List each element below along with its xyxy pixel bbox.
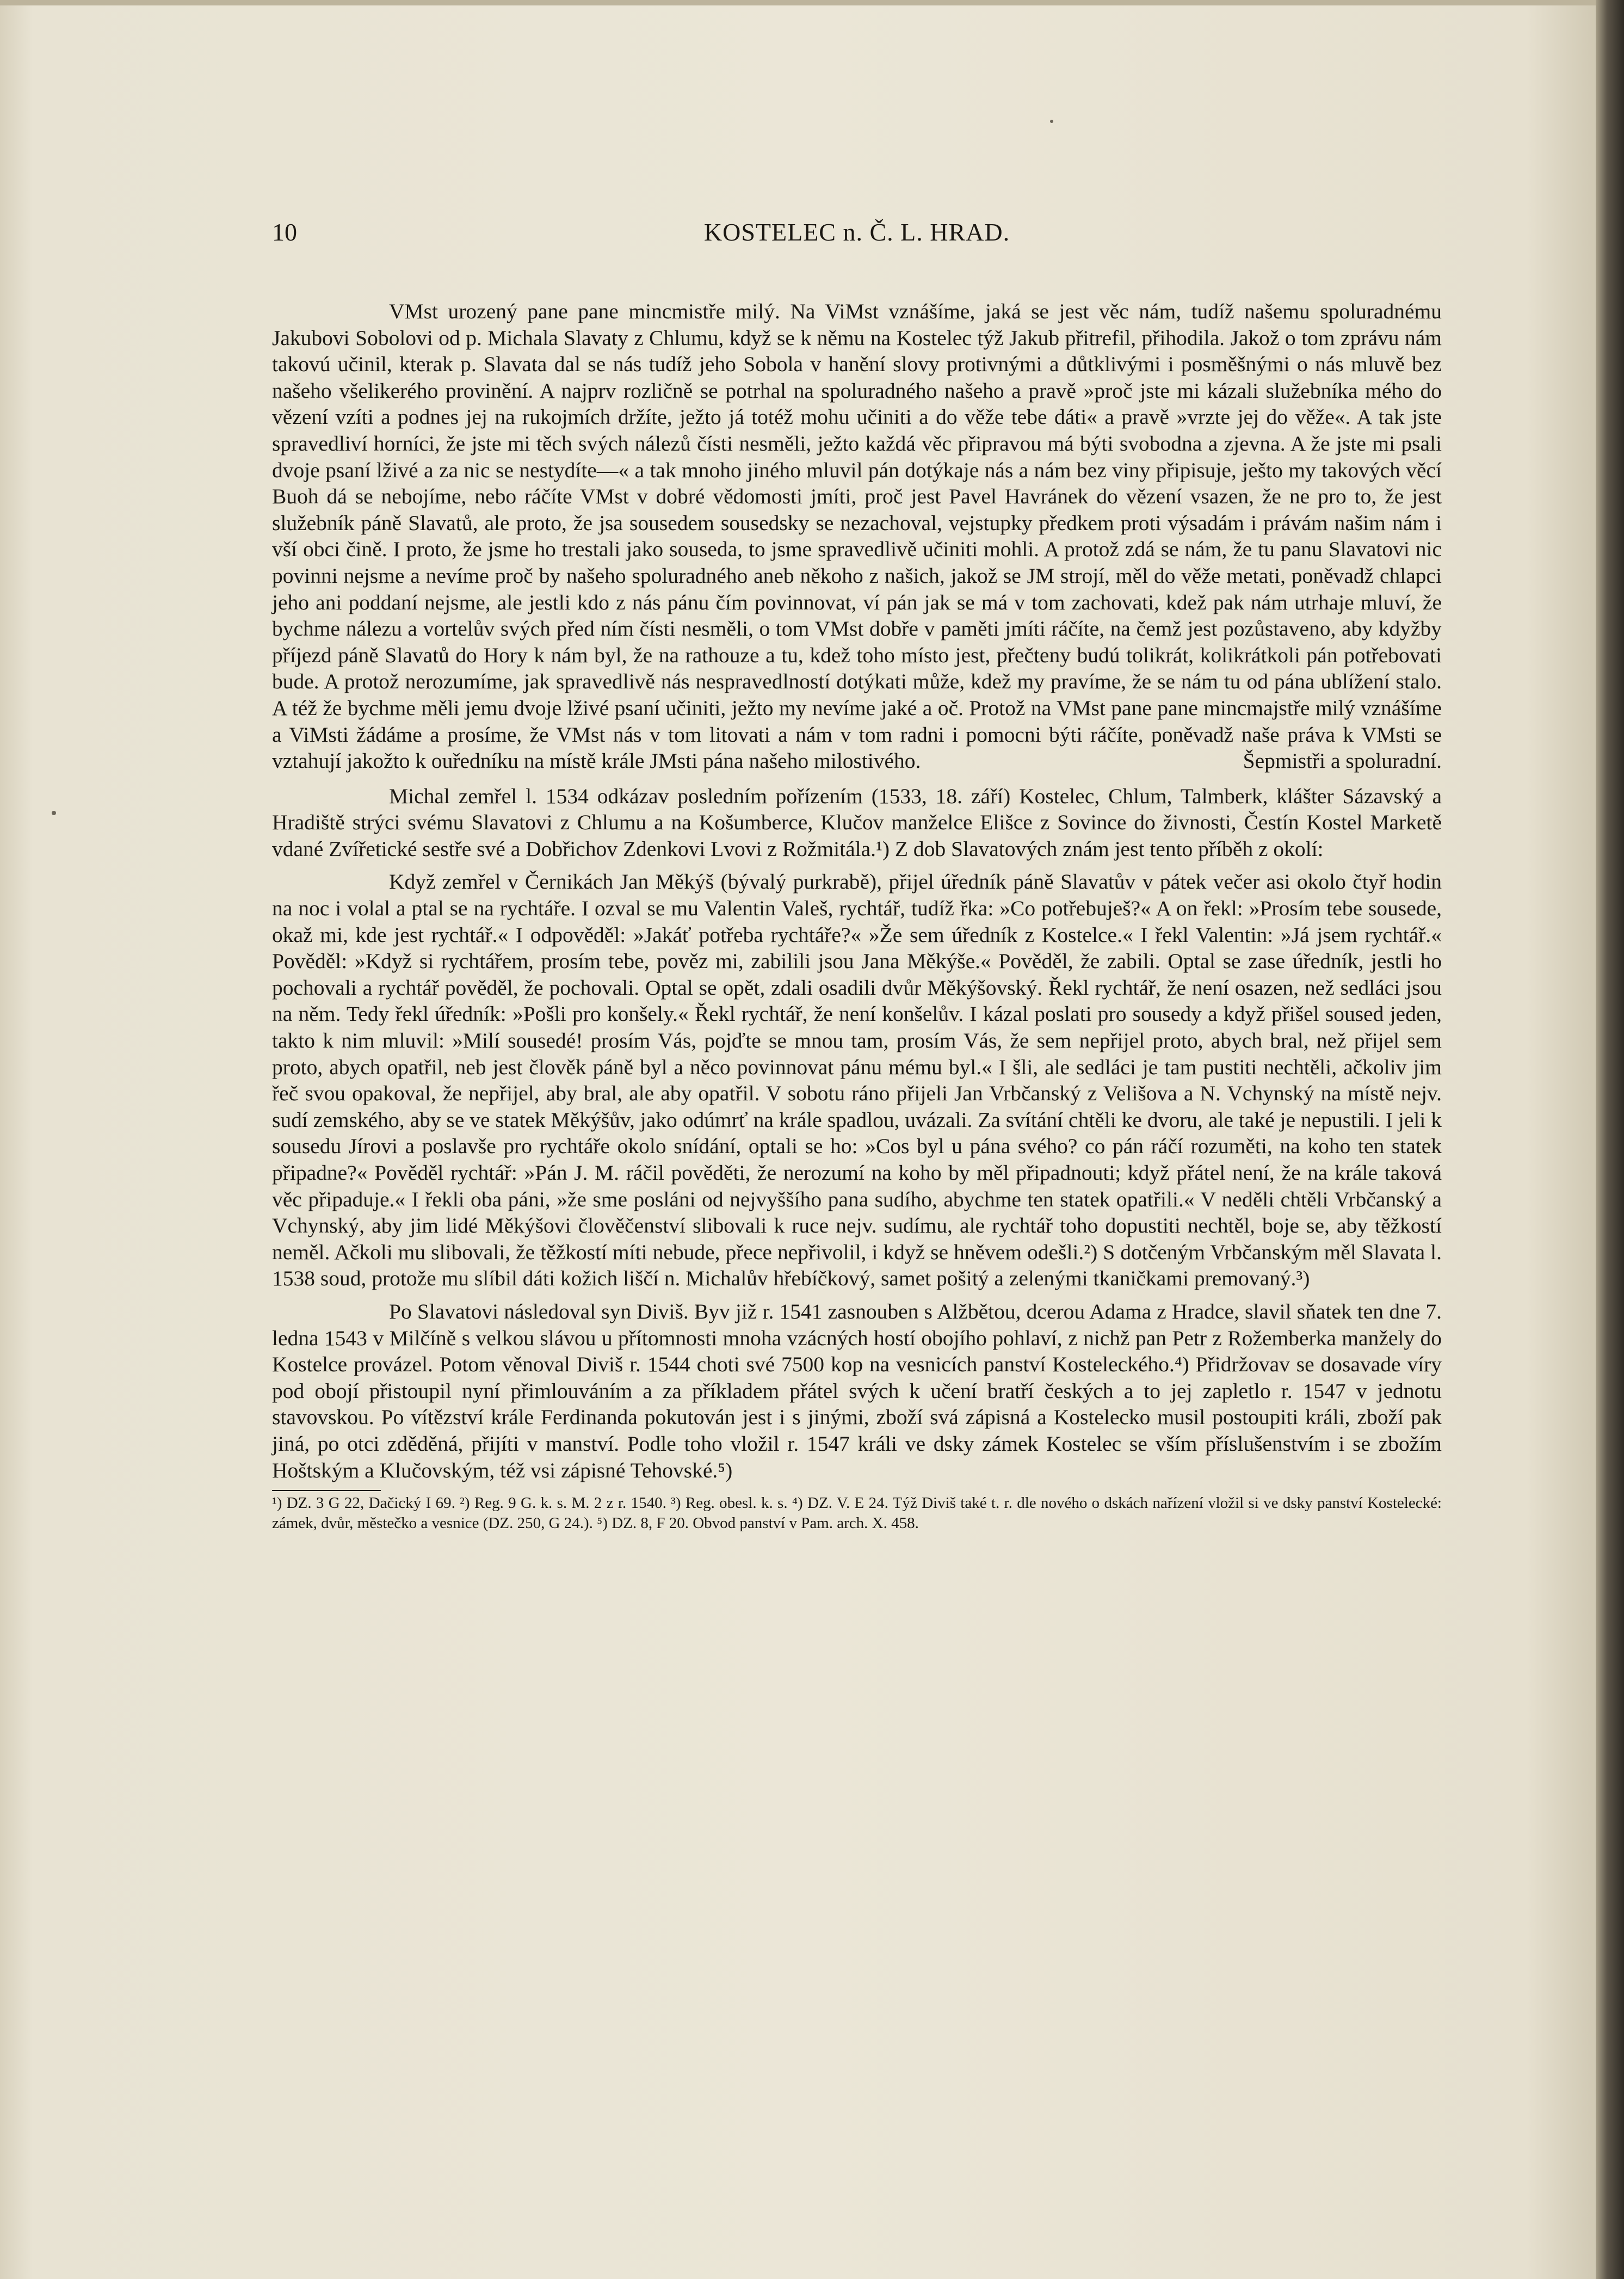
document-page	[272, 218, 1442, 1533]
paragraph-michal: Michal zemřel l. 1534 odkázav posledním pořízením (1533, 18. září) Kostelec, Chlum, Talmberk, klášter Sázavský a Hradiště strýci svému Slavatovi z Chlumu a na Košumberce, Klučov manželce Elišce z Sovince do živnosti, Čestín Kostel Marketě vdané Zvířetické sestře své a Dobřichov Zdenkovi Lvovi z Rožmitála.¹) Z dob Slavatových znám jest tento příběh z okolí:	[272, 784, 1442, 861]
paper-speck	[52, 811, 56, 815]
letter-text: VMst urozený pane pane mincmistře milý. Na ViMst vznášíme, jaká se jest věc nám, tudíž našemu spoluradnému Jakubovi Sobolovi od p. Michala Slavaty z Chlumu, když se k němu na Kostelec týž Jakub přitrefil, přihodila. Jakož o tom zprávu nám takovú učinil, kterak p. Slavata dal se nás tudíž jeho Sobola v hanění slovy protivnými a důtklivými i posměšnými o nás mluvě bez našeho všelikerého provinění. A najprv rozličně se potrhal na spoluradného našeho a pravě »proč jste mi kázali služebníka mého do vězení vzíti a podnes jej na rukojmích držíte, ježto já totéž mohu učiniti a do věže tebe dáti« a pravě »vrzte jej do věže«. A tak jste spravedliví horníci, že jste mi těch svých nálezů čísti nesměli, ježto každá věc připravou má býti svobodna a zjevna. A že jste mi psali dvoje psaní lživé a za nic se nestydíte—« a tak mnoho jiného mluvil pán dotýkaje nás a nám bez viny připisuje, ješto my takových věcí Buoh dá se nebojíme, nebo ráčíte VMst v dobré vědomosti jmíti, proč jest Pavel Havránek do vězení vsazen, že ne pro to, že jest služebník páně Slavatů, ale proto, že jsa sousedem sousedsky se nezachoval, vejstupky předkem proti výsadám i právám našim nám i vší obci čině. I proto, že jsme ho trestali jako souseda, to jsme spravedlivě učiniti mohli. A protož zdá se nám, že tu panu Slavatovi nic povinni nejsme a nevíme proč by našeho spoluradného aneb někoho z našich, jakož se JM strojí, měl do věže metati, poněvadž chlapci jeho ani poddaní nejsme, ale jestli kdo z nás pánu čím povinnovat, ví pán jak se má v tom zachovati, kdež pak nám utrhaje mluví, že bychme nálezu a vortelův svých před ním čísti nesměli, o tom VMst dobře v paměti jmíti ráčíte, na čemž jest pozůstaveno, aby kdyžby příjezd páně Slavatů do Hory k nám byl, že na rathouze a tu, kdež toho místo jest, přečteny budú tolikrát, kolikrátkoli pán potřebovati bude. A protož nerozumíme, jak spravedlivě nás nespravedlností dotýkati může, kdež my pravíme, že se nám tu od pána ublížení stalo. A též že bychme měli jemu dvoje lživé psaní učiniti, ježto my nevíme jaké a oč. Protož na VMst pane pane mincmajstře milý vznášíme a ViMsti žádáme a prosíme, že VMst nás v tom litovati a nám v tom radni i pomocni býti ráčíte, poněvadž naše práva k VMsti se vztahují jakožto k ouředníku na místě krále JMsti pána našeho milostivého.	[272, 299, 1442, 773]
footnotes: ¹) DZ. 3 G 22, Dačický I 69. ²) Reg. 9 G. k. s. M. 2 z r. 1540. ³) Reg. obesl. k. s. ⁴) DZ. V. E 24. Týž Diviš také t. r. dle nového o dskách nařízení vložil si ve dsky panství Kostelecké: zámek, dvůr, městečko a vesnice (DZ. 250, G 24.). ⁵) DZ. 8, F 20. Obvod panství v Pam. arch. X. 458.	[272, 1494, 1442, 1532]
letter-paragraph	[272, 298, 1442, 774]
body-text	[272, 298, 1442, 1483]
book-binding-edge	[1596, 0, 1624, 2279]
page-number: 10	[272, 218, 297, 246]
page-header	[272, 218, 1442, 256]
paper-speck	[1050, 120, 1053, 123]
running-head: KOSTELEC n. Č. L. HRAD.	[703, 218, 1010, 246]
paragraph-mekys: Když zemřel v Černikách Jan Měkýš (bývalý purkrabě), přijel úředník páně Slavatův v pátek večer asi okolo čtyř hodin na noc i volal a ptal se na rychtáře. I ozval se mu Valentin Valeš, rychtář, tudíž řka: »Co potřebuješ?« A on řekl: »Prosím tebe sousede, okaž mi, kde jest rychtář.« I odpověděl: »Jakáť potřeba rychtáře?« »Že sem úředník z Kostelce.« I řekl Valentin: »Já jsem rychtář.« Pověděl: »Když si rychtářem, prosím tebe, pověz mi, zabilili jsou Jana Měkýše.« Pověděl, že zabili. Optal se zase úředník, jestli ho pochovali a rychtář pověděl, že pochovali. Optal se opět, zdali osadili dvůr Měkýšovský. Řekl rychtář, že není osazen, než sedláci jsou na něm. Tedy řekl úředník: »Pošli pro konšely.« Řekl rychtář, že není konšelův. I kázal poslati pro sousedy a když přišel soused jeden, takto k nim mluvil: »Milí sousedé! prosím Vás, pojďte se mnou tam, prosím Vás, že sem nepřijel proto, abych bral, než přijel sem proto, abych opatřil, neb jest člověk páně byl a něco povinnovat pánu mému byl.« I šli, ale sedláci je tam pustiti nechtěli, ačkoliv jim řeč svou opakoval, že nepřijel, aby bral, ale aby opatřil. V sobotu ráno přijeli Jan Vrbčanský z Velišova a N. Vchynský na místě nejv. sudí zemského, aby se ve statek Měkýšův, jako odúmrť na krále spadlou, uvázali. Za svítání chtěli ke dvoru, ale také je nepustili. I jeli k sousedu Jírovi a poslavše pro rychtáře okolo snídání, optali se ho: »Cos byl u pána svého? co pán ráčí rozuměti, na koho ten statek připadne?« Pověděl rychtář: »Pán J. M. ráčil pověděti, že nerozumí na koho by měl připadnouti; když přátel není, že na krále taková věc připaduje.« I řekli oba páni, »že sme posláni od nejvyššího pana sudího, abychme ten statek opatřili.« V neděli chtěli Vrbčanský a Vchynský, aby jim lidé Měkýšovi člověčenství slibovali k ruce nejv. sudímu, ale rychtář toho dopustiti nechtěl, boje se, aby těžkostí neměl. Ačkoli mu slibovali, že těžkostí míti nebude, přece nepřivolil, i když se hněvem odešli.²) S dotčeným Vrbčanským měl Slavata l. 1538 soud, protože mu slíbil dáti kožich liščí n. Michalův hřebíčkový, samet pošitý a zelenými tkaničkami premovaný.³)	[272, 870, 1442, 1291]
letter-signature: Šepmistři a spoluradní.	[1243, 749, 1442, 773]
footnote-rule	[272, 1490, 381, 1491]
paragraph-divis: Po Slavatovi následoval syn Diviš. Byv již r. 1541 zasnouben s Alžbětou, dcerou Adama z Hradce, slavil sňatek ten dne 7. ledna 1543 v Milčíně s velkou slávou u přítomnosti mnoha vzácných hostí obojího pohlaví, z nichž pan Petr z Rožemberka manžely do Kostelce provázel. Potom věnoval Diviš r. 1544 choti své 7500 kop na vesnicích panství Kosteleckého.⁴) Přidržovav se dosavade víry pod obojí přistoupil nyní přimlouváním a za příkladem přátel svých k učení bratří českých a to jej zapletlo r. 1547 v jednotu stavovskou. Po vítězství krále Ferdinanda pokutován jest i s jinými, zboží svá zápisná a Kostelecko musil postoupiti králi, zboží pak jiná, po otci zděděná, přijíti v manství. Podle toho vložil r. 1547 králi ve dsky zámek Kostelec se vším příslušenstvím i se zbožím Hoštským a Klučovským, též vsi zápisné Tehovské.⁵)	[272, 1299, 1442, 1482]
page-top-edge	[0, 0, 1624, 5]
